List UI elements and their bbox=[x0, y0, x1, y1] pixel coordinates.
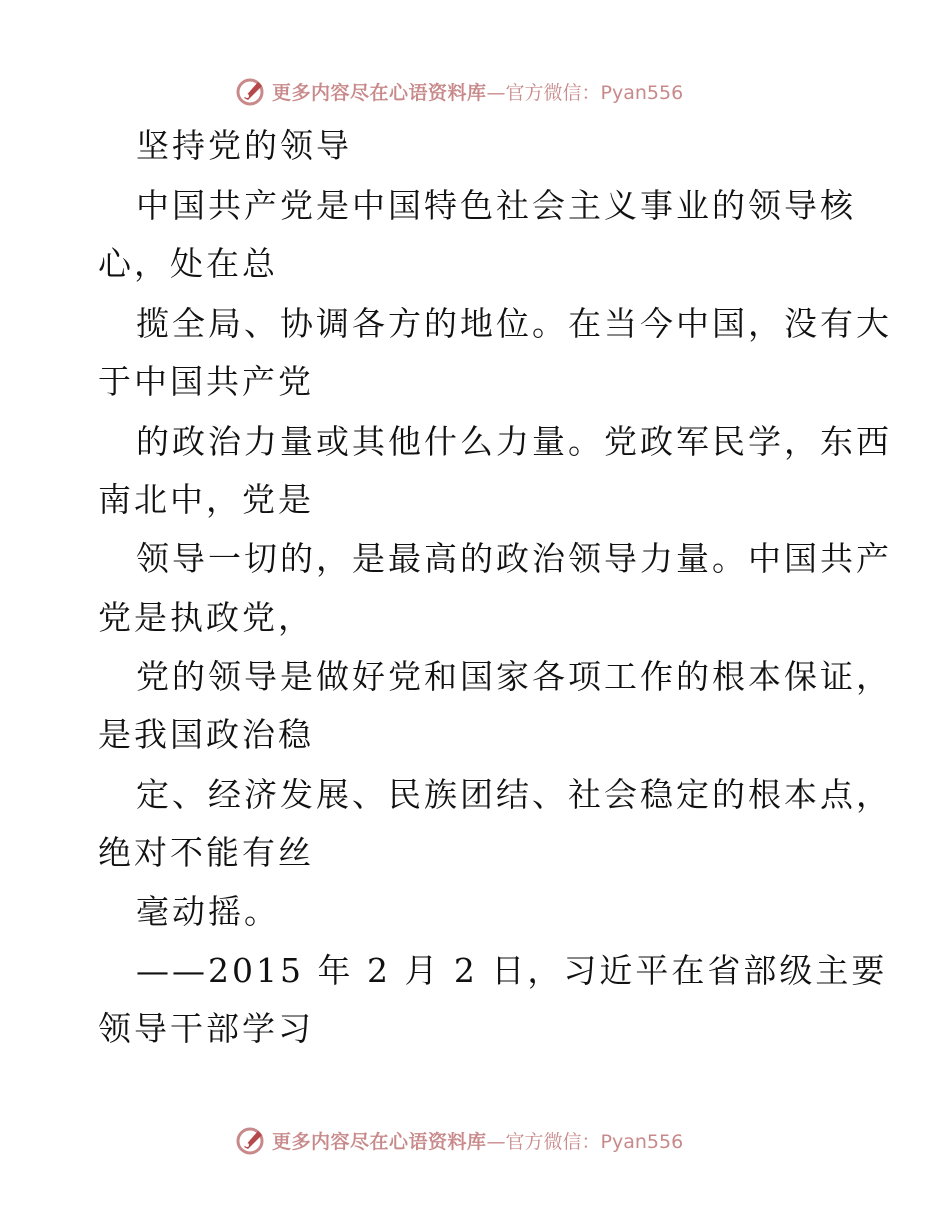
text-line: 毫动摇。 bbox=[136, 892, 280, 931]
text-line: 南北中，党是 bbox=[98, 480, 314, 519]
citation-line: 领导干部学习 bbox=[98, 1009, 314, 1048]
text-line: 中国共产党是中国特色社会主义事业的领导核 bbox=[136, 186, 856, 225]
header-watermark bbox=[234, 74, 754, 108]
footer-watermark bbox=[234, 1123, 754, 1157]
watermark-sub-text: —官方微信：Pyan556 bbox=[486, 1130, 684, 1153]
watermark-sub-text: —官方微信：Pyan556 bbox=[486, 81, 684, 104]
text-line: 的政治力量或其他什么力量。党政军民学，东西 bbox=[136, 422, 892, 461]
text-line: 是我国政治稳 bbox=[98, 715, 314, 754]
heading-line: 坚持党的领导 bbox=[136, 126, 352, 165]
text-line: 于中国共产党 bbox=[98, 362, 314, 401]
text-line: 党是执政党， bbox=[98, 598, 314, 637]
text-line: 定、经济发展、民族团结、社会稳定的根本点， bbox=[136, 775, 892, 814]
watermark-main-text: 更多内容尽在心语资料库 bbox=[272, 1130, 487, 1153]
text-line: 绝对不能有丝 bbox=[98, 833, 314, 872]
watermark-main-text: 更多内容尽在心语资料库 bbox=[272, 81, 487, 104]
text-line: 党的领导是做好党和国家各项工作的根本保证， bbox=[136, 657, 892, 696]
text-line: 领导一切的，是最高的政治领导力量。中国共产 bbox=[136, 539, 892, 578]
pen-nib-logo-icon bbox=[234, 74, 268, 108]
pen-nib-logo-icon bbox=[234, 1123, 268, 1157]
text-line: 心，处在总 bbox=[98, 244, 278, 283]
citation-line: ——2015 年 2 月 2 日，习近平在省部级主要 bbox=[136, 951, 888, 990]
text-line: 揽全局、协调各方的地位。在当今中国，没有大 bbox=[136, 304, 892, 343]
